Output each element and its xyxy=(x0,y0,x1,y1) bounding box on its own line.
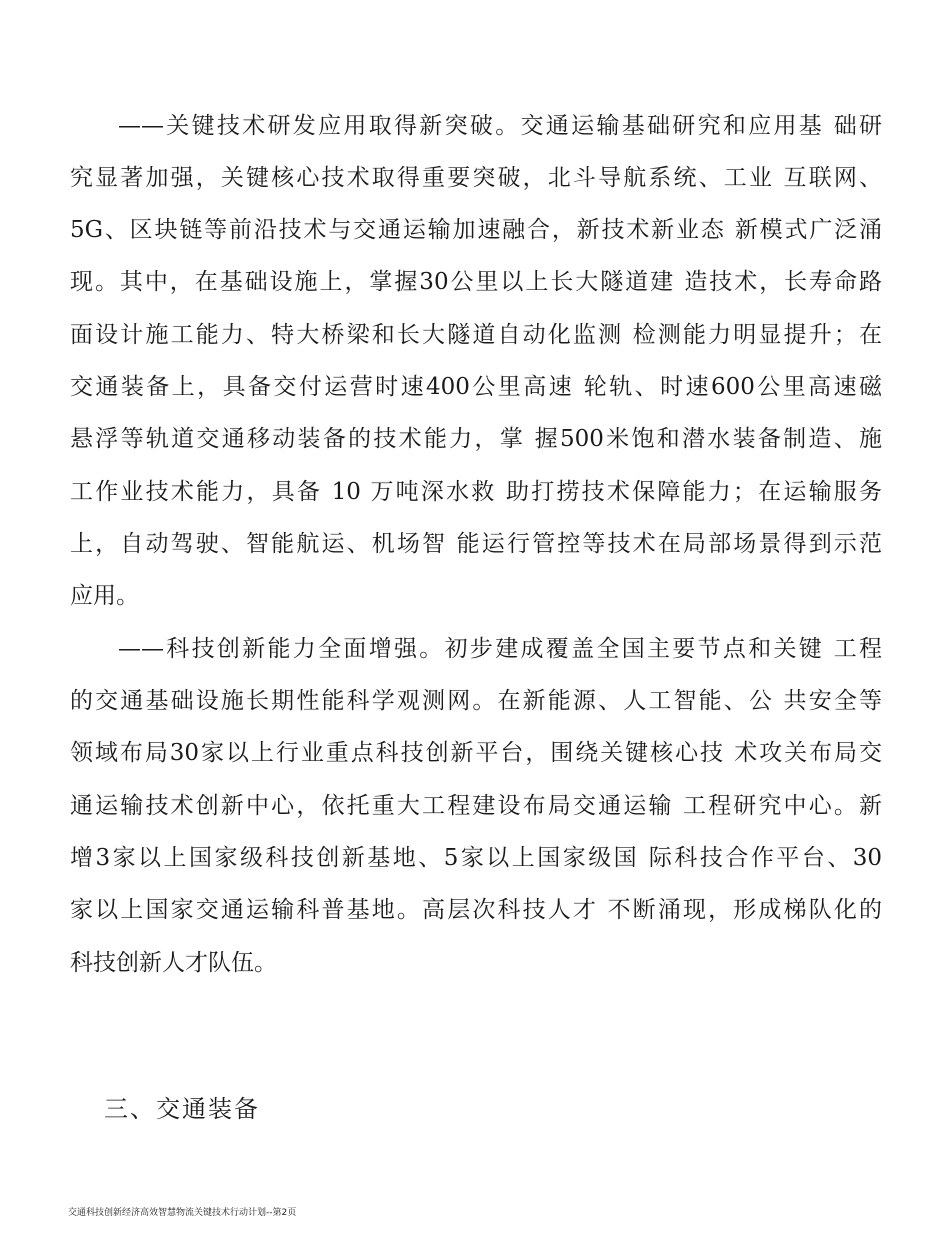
paragraph-1-line-5: 面设计施工能力、特大桥梁和长大隧道自动化监测 检测能力明显提升；在 xyxy=(70,322,882,348)
paragraph-2-line-6: 家以上国家交通运输科普基地。高层次科技人才 不断涌现，形成梯队化的 xyxy=(70,897,882,923)
paragraph-1-line-9: 上，自动驾驶、智能航运、机场智 能运行管控等技术在局部场景得到示范 xyxy=(70,531,882,557)
paragraph-1-line-4: 现。其中，在基础设施上，掌握30公里以上长大隧道建 造技术，长寿命路 xyxy=(70,269,882,295)
paragraph-2-line-1: ——科技创新能力全面增强。初步建成覆盖全国主要节点和关键 工程 xyxy=(118,636,882,662)
paragraph-1-line-2: 究显著加强，关键核心技术取得重要突破，北斗导航系统、工业 互联网、 xyxy=(70,165,882,191)
paragraph-1-line-1: ——关键技术研发应用取得新突破。交通运输基础研究和应用基 础研 xyxy=(118,113,882,139)
paragraph-1-line-6: 交通装备上，具备交付运营时速400公里高速 轮轨、时速600公里高速磁 xyxy=(70,374,882,400)
page-footer: 交通科技创新经济高效智慧物流关键技术行动计划--第2页 xyxy=(68,1208,297,1218)
paragraph-2-line-7: 科技创新人才队伍。 xyxy=(70,950,277,976)
paragraph-2-line-5: 增3家以上国家级科技创新基地、5家以上国家级国 际科技合作平台、30 xyxy=(70,845,882,871)
paragraph-2-line-4: 通运输技术创新中心，依托重大工程建设布局交通运输 工程研究中心。新 xyxy=(70,793,882,819)
paragraph-1-line-8: 工作业技术能力，具备 10 万吨深水救 助打捞技术保障能力；在运输服务 xyxy=(70,479,882,505)
paragraph-1-line-10: 应用。 xyxy=(70,583,139,609)
paragraph-2-line-3: 领域布局30家以上行业重点科技创新平台，围绕关键核心技 术攻关布局交 xyxy=(70,740,882,766)
section-heading: 三、交通装备 xyxy=(104,1095,260,1123)
paragraph-1-line-7: 悬浮等轨道交通移动装备的技术能力，掌 握500米饱和潜水装备制造、施 xyxy=(70,426,882,452)
paragraph-1-line-3: 5G、区块链等前沿技术与交通运输加速融合，新技术新业态 新模式广泛涌 xyxy=(70,217,882,243)
paragraph-2-line-2: 的交通基础设施长期性能科学观测网。在新能源、人工智能、公 共安全等 xyxy=(70,688,882,714)
